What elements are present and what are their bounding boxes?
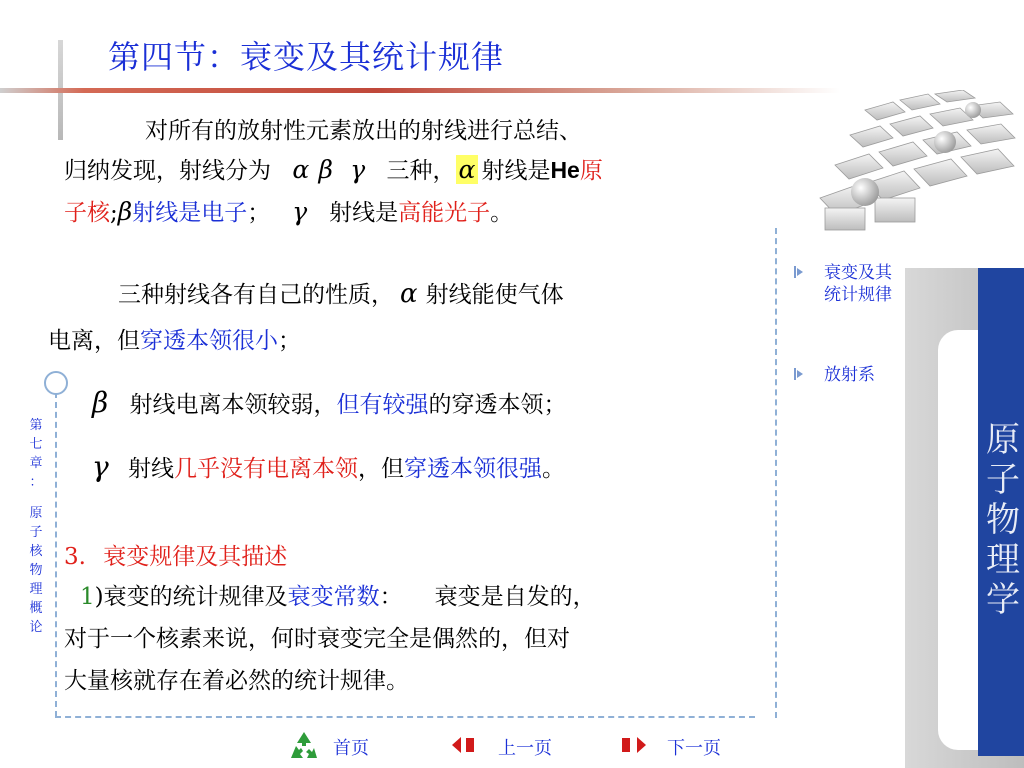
right-dashed-line xyxy=(775,228,777,718)
nucleus-text: 子核 xyxy=(64,200,110,226)
beta-symbol-3: β xyxy=(92,386,109,419)
sub-paren: ) xyxy=(94,584,104,610)
three-kinds-text: 三种， xyxy=(386,158,456,184)
chapter-char: 章 xyxy=(29,456,43,471)
bullet-icon xyxy=(794,266,804,278)
section3-title: 衰变规律及其描述 xyxy=(103,544,288,570)
chapter-char: 理 xyxy=(29,582,43,597)
sidebar-item-label-l2: 统计规律 xyxy=(824,285,892,305)
chapter-char: 原 xyxy=(29,506,43,521)
home-link[interactable]: 首页 xyxy=(333,738,369,759)
left-dashed-line xyxy=(55,382,57,717)
para1-line3 xyxy=(64,194,513,227)
panel-char: 原 xyxy=(986,420,1020,460)
gamma-ray-text: 射线 xyxy=(128,456,175,482)
chapter-char: 论 xyxy=(29,620,43,635)
chapter-char: 第 xyxy=(29,418,43,433)
right-panel-notch xyxy=(938,330,978,750)
recycle-icon[interactable] xyxy=(287,730,321,762)
chapter-char: 核 xyxy=(29,544,43,559)
alpha-highlight-symbol: α xyxy=(456,155,479,184)
chapter-label xyxy=(24,416,48,637)
bottom-dashed-line xyxy=(55,716,755,718)
yuan-text: 原 xyxy=(579,158,603,184)
he-text: He xyxy=(550,157,580,183)
sub-text-a: 衰变的统计规律及 xyxy=(103,584,288,610)
para2-line2 xyxy=(48,322,301,355)
beta-symbol-2: β xyxy=(117,197,133,226)
para2-text-b: 射线能使气体 xyxy=(425,282,564,308)
gamma-symbol: γ xyxy=(350,155,366,184)
semicolon-2: ； xyxy=(247,200,271,226)
gamma-is-text: 射线是 xyxy=(329,200,399,226)
alpha-symbol-3: α xyxy=(400,279,418,309)
next-page-link[interactable]: 下一页 xyxy=(667,738,721,759)
sidebar-item-label-l1: 衰变及其 xyxy=(824,263,892,283)
bullet-icon xyxy=(794,368,804,380)
sub-number: 1 xyxy=(80,584,95,610)
gamma-but-text: ，但 xyxy=(358,456,405,482)
high-energy-photon-text: 高能光子 xyxy=(398,200,491,226)
decay-spontaneous-text: 衰变是自发的， xyxy=(434,584,596,610)
sub-colon: ： xyxy=(379,584,403,610)
prev-page-link[interactable]: 上一页 xyxy=(498,738,552,759)
next-arrow-icon[interactable] xyxy=(620,736,646,754)
circle-marker xyxy=(44,371,68,395)
sidebar-item-label: 放射系 xyxy=(824,365,875,385)
para1-line1: 对所有的放射性元素放出的射线进行总结、 xyxy=(145,118,582,144)
alpha-symbol: α xyxy=(292,155,310,184)
prev-arrow-icon[interactable] xyxy=(452,736,478,754)
section3-heading xyxy=(64,538,287,571)
weak-penetration-text: 穿透本领很小 xyxy=(140,328,278,354)
section3-line2: 对于一个核素来说，何时衰变完全是偶然的，但对 xyxy=(64,626,570,652)
gamma-period: 。 xyxy=(542,456,566,482)
para2-semicolon: ； xyxy=(278,328,301,354)
para1-line2-text: 归纳发现，射线分为 xyxy=(64,158,271,184)
panel-char: 子 xyxy=(986,460,1020,500)
beta-symbol: β xyxy=(318,155,333,184)
decay-constant-text: 衰变常数 xyxy=(287,584,380,610)
para2-text-a: 三种射线各有自己的性质， xyxy=(118,282,394,308)
chapter-char: 物 xyxy=(29,563,43,578)
cubes-decoration xyxy=(805,90,1020,240)
panel-char: 物 xyxy=(986,500,1020,540)
gamma-symbol-2: γ xyxy=(292,197,308,226)
para1-line2 xyxy=(64,152,603,185)
semicolon: ; xyxy=(110,200,118,226)
chapter-char: ： xyxy=(29,475,43,490)
section3-line3: 大量核就存在着必然的统计规律。 xyxy=(64,668,409,694)
gamma-property-line xyxy=(92,450,565,483)
sidebar-item-label xyxy=(824,262,924,306)
section3-number: 3. xyxy=(64,544,86,570)
period: 。 xyxy=(490,200,514,226)
gamma-symbol-3: γ xyxy=(92,450,109,483)
beta-penetration-text: 的穿透本领； xyxy=(428,392,567,418)
panel-char: 学 xyxy=(986,580,1020,620)
panel-char: 理 xyxy=(986,540,1020,580)
panel-title xyxy=(986,420,1020,620)
ray-is-text: 射线是 xyxy=(481,158,551,184)
almost-no-ionize-text: 几乎没有电离本领 xyxy=(174,456,359,482)
beta-electron-text: 射线是电子 xyxy=(132,200,248,226)
strong-penetration-text: 穿透本领很强 xyxy=(404,456,543,482)
beta-ionize-text: 射线电离本领较弱， xyxy=(129,392,337,418)
beta-property-line xyxy=(92,386,567,419)
title-underline-bar xyxy=(0,88,840,93)
para2-line1 xyxy=(118,276,564,309)
section3-sub-line xyxy=(80,578,596,611)
page-title: 第四节：衰变及其统计规律 xyxy=(108,38,505,76)
para2-ionize-text: 电离，但 xyxy=(48,328,140,354)
chapter-char: 概 xyxy=(29,601,43,616)
chapter-char: 子 xyxy=(29,525,43,540)
stronger-text: 但有较强 xyxy=(336,392,429,418)
chapter-char: 七 xyxy=(29,437,43,452)
